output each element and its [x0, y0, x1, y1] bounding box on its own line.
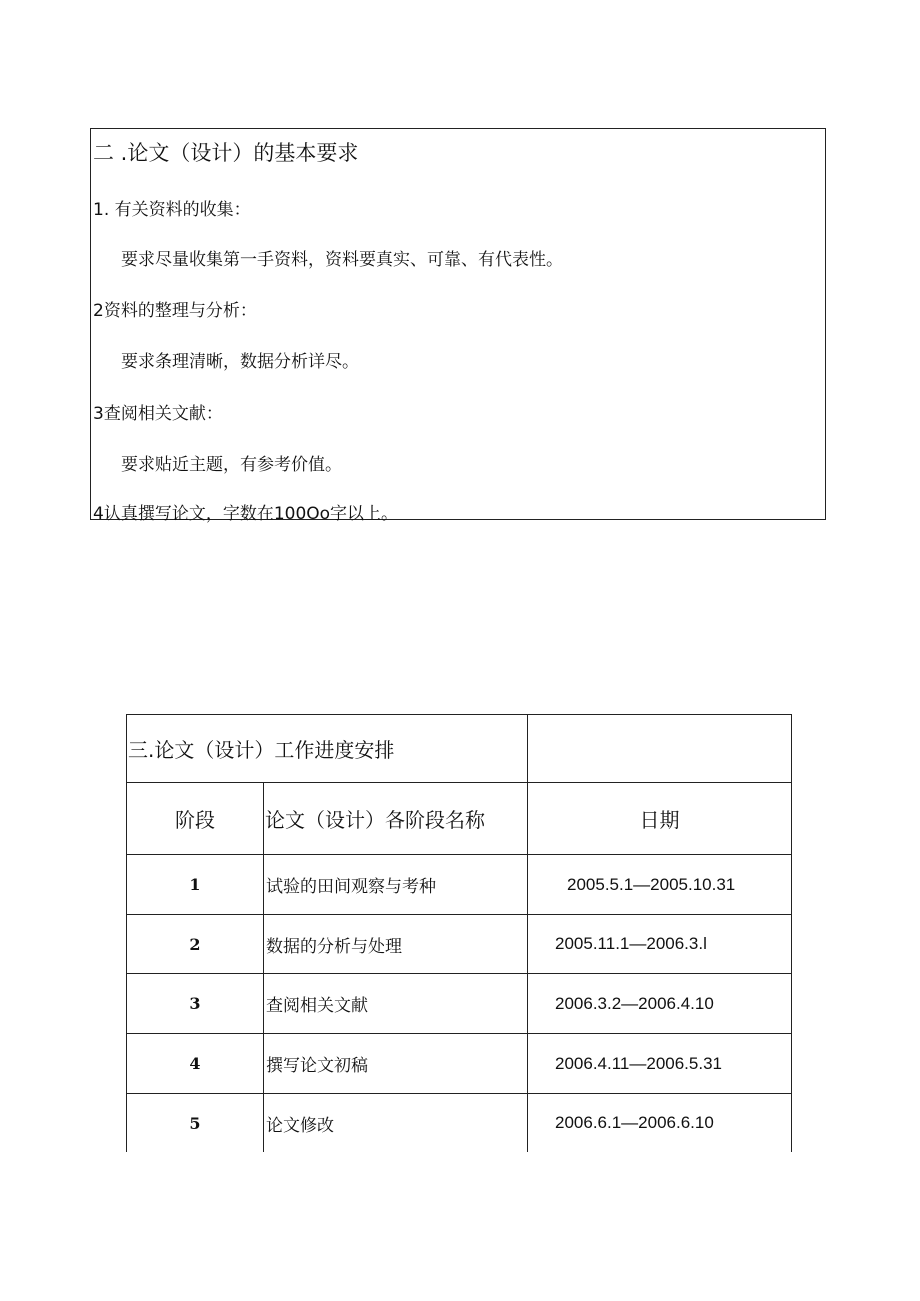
row-5-stage: 5: [189, 1113, 201, 1133]
row-1-date: 2005.5.1—2005.10.31: [567, 874, 736, 894]
row-3-name: 查阅相关文献: [266, 996, 368, 1016]
schedule-table: [126, 714, 792, 1152]
row-3-date: 2006.3.2—2006.4.10: [555, 993, 714, 1013]
row-1-stage: 1: [189, 875, 201, 894]
requirement-3-label: 3查阅相关文献：: [93, 404, 223, 424]
section-three-heading: 三.论文（设计）工作进度安排: [128, 737, 395, 762]
table-border-right: [791, 714, 792, 1152]
row-2-date: 2005.11.1—2006.3.l: [555, 934, 707, 953]
header-stage-name: 论文（设计）各阶段名称: [265, 807, 485, 832]
row-4-stage: 4: [189, 1054, 201, 1073]
requirement-3-detail: 要求贴近主题，有参考价值。: [121, 455, 342, 475]
basic-requirements-box: [90, 128, 826, 524]
row-4-name: 撰写论文初稿: [266, 1056, 368, 1076]
requirement-4-label: 4认真撰写论文，字数在100Oo字以上。: [93, 504, 399, 524]
table-column-divider: [263, 782, 264, 1152]
section-two-heading: 二 .论文（设计）的基本要求: [93, 141, 359, 165]
row-2-name: 数据的分析与处理: [266, 936, 402, 957]
table-column-divider: [527, 714, 528, 1152]
row-1-name: 试验的田间观察与考种: [266, 877, 436, 897]
row-5-name: 论文修改: [266, 1115, 334, 1136]
header-stage: 阶段: [175, 807, 215, 832]
requirement-2-detail: 要求条理清晰，数据分析详尽。: [121, 352, 359, 372]
row-3-stage: 3: [189, 994, 201, 1013]
header-date: 日期: [639, 807, 680, 832]
row-4-date: 2006.4.11—2006.5.31: [555, 1053, 722, 1073]
row-5-date: 2006.6.1—2006.6.10: [555, 1113, 714, 1132]
requirement-2-label: 2资料的整理与分析：: [93, 301, 257, 321]
requirement-1-label: 1. 有关资料的收集：: [93, 200, 251, 220]
row-2-stage: 2: [189, 934, 201, 954]
requirement-1-detail: 要求尽量收集第一手资料，资料要真实、可靠、有代表性。: [121, 250, 563, 270]
